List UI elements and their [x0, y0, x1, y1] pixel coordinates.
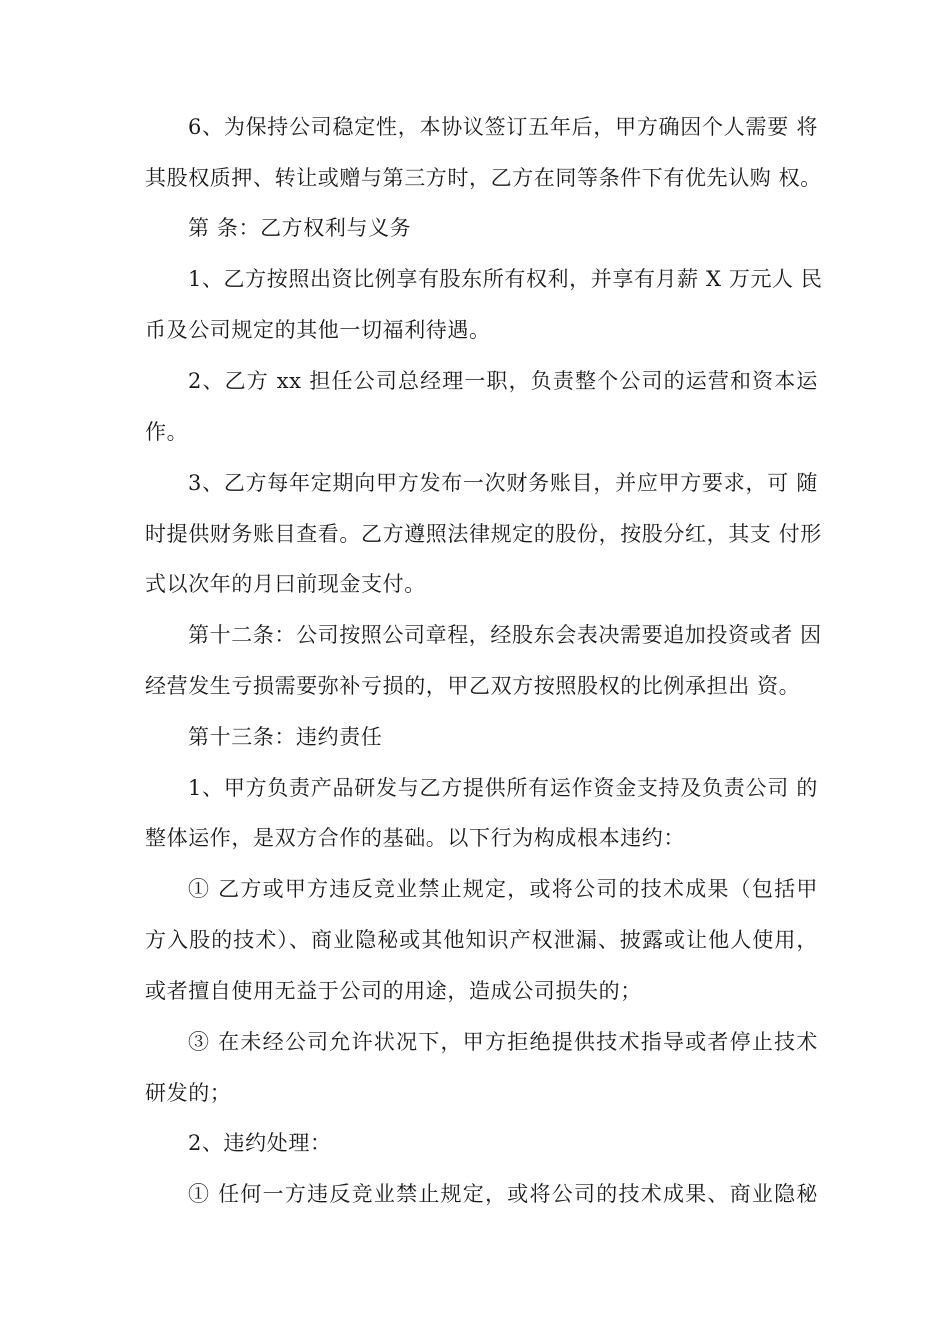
breach-handling-heading: 2、违约处理：	[188, 1131, 332, 1155]
text-line-4: 1、乙方按照出资比例享有股东所有权利，并享有月薪 X 万元人 民	[188, 267, 823, 291]
text-line-2: 其股权质押、转让或赠与第三方时，乙方在同等条件下有优先认购 权。	[145, 166, 822, 190]
text-line-6: 2、乙方 xx 担任公司总经理一职，负责整个公司的运营和资本运	[188, 369, 818, 393]
text-line-19: ③ 在未经公司允许状况下，甲方拒绝提供技术指导或者停止技术	[188, 1030, 818, 1054]
text-line-22: ① 任何一方违反竞业禁止规定，或将公司的技术成果、商业隐秘	[188, 1182, 818, 1206]
text-line-9: 时提供财务账目查看。乙方遵照法律规定的股份，按股分红，其支 付形	[145, 522, 822, 546]
text-line-5: 币及公司规定的其他一切福利待遇。	[145, 318, 491, 342]
text-line-15: 整体运作，是双方合作的基础。以下行为构成根本违约：	[145, 826, 685, 850]
text-line-20: 研发的；	[145, 1081, 232, 1105]
section-heading-rights: 第 条：乙方权利与义务	[188, 216, 412, 240]
text-line-1: 6、为保持公司稳定性，本协议签订五年后，甲方确因个人需要 将	[188, 115, 818, 139]
text-line-12: 经营发生亏损需要弥补亏损的，甲乙双方按照股权的比例承担出 资。	[145, 674, 801, 698]
text-line-18: 或者擅自使用无益于公司的用途，造成公司损失的；	[145, 979, 642, 1003]
text-line-14: 1、甲方负责产品研发与乙方提供所有运作资金支持及负责公司 的	[188, 776, 818, 800]
article-twelve: 第十二条：公司按照公司章程，经股东会表决需要追加投资或者 因	[188, 623, 822, 647]
section-heading-breach: 第十三条：违约责任	[188, 725, 383, 749]
text-line-10: 式以次年的月曰前现金支付。	[145, 572, 426, 596]
text-line-7: 作。	[145, 420, 189, 444]
text-line-17: 方入股的技术）、商业隐秘或其他知识产权泄漏、披露或让他人使用，	[145, 928, 818, 952]
text-line-16: ① 乙方或甲方违反竞业禁止规定，或将公司的技术成果（包括甲	[188, 877, 818, 901]
text-line-8: 3、乙方每年定期向甲方发布一次财务账目，并应甲方要求，可 随	[188, 471, 818, 495]
